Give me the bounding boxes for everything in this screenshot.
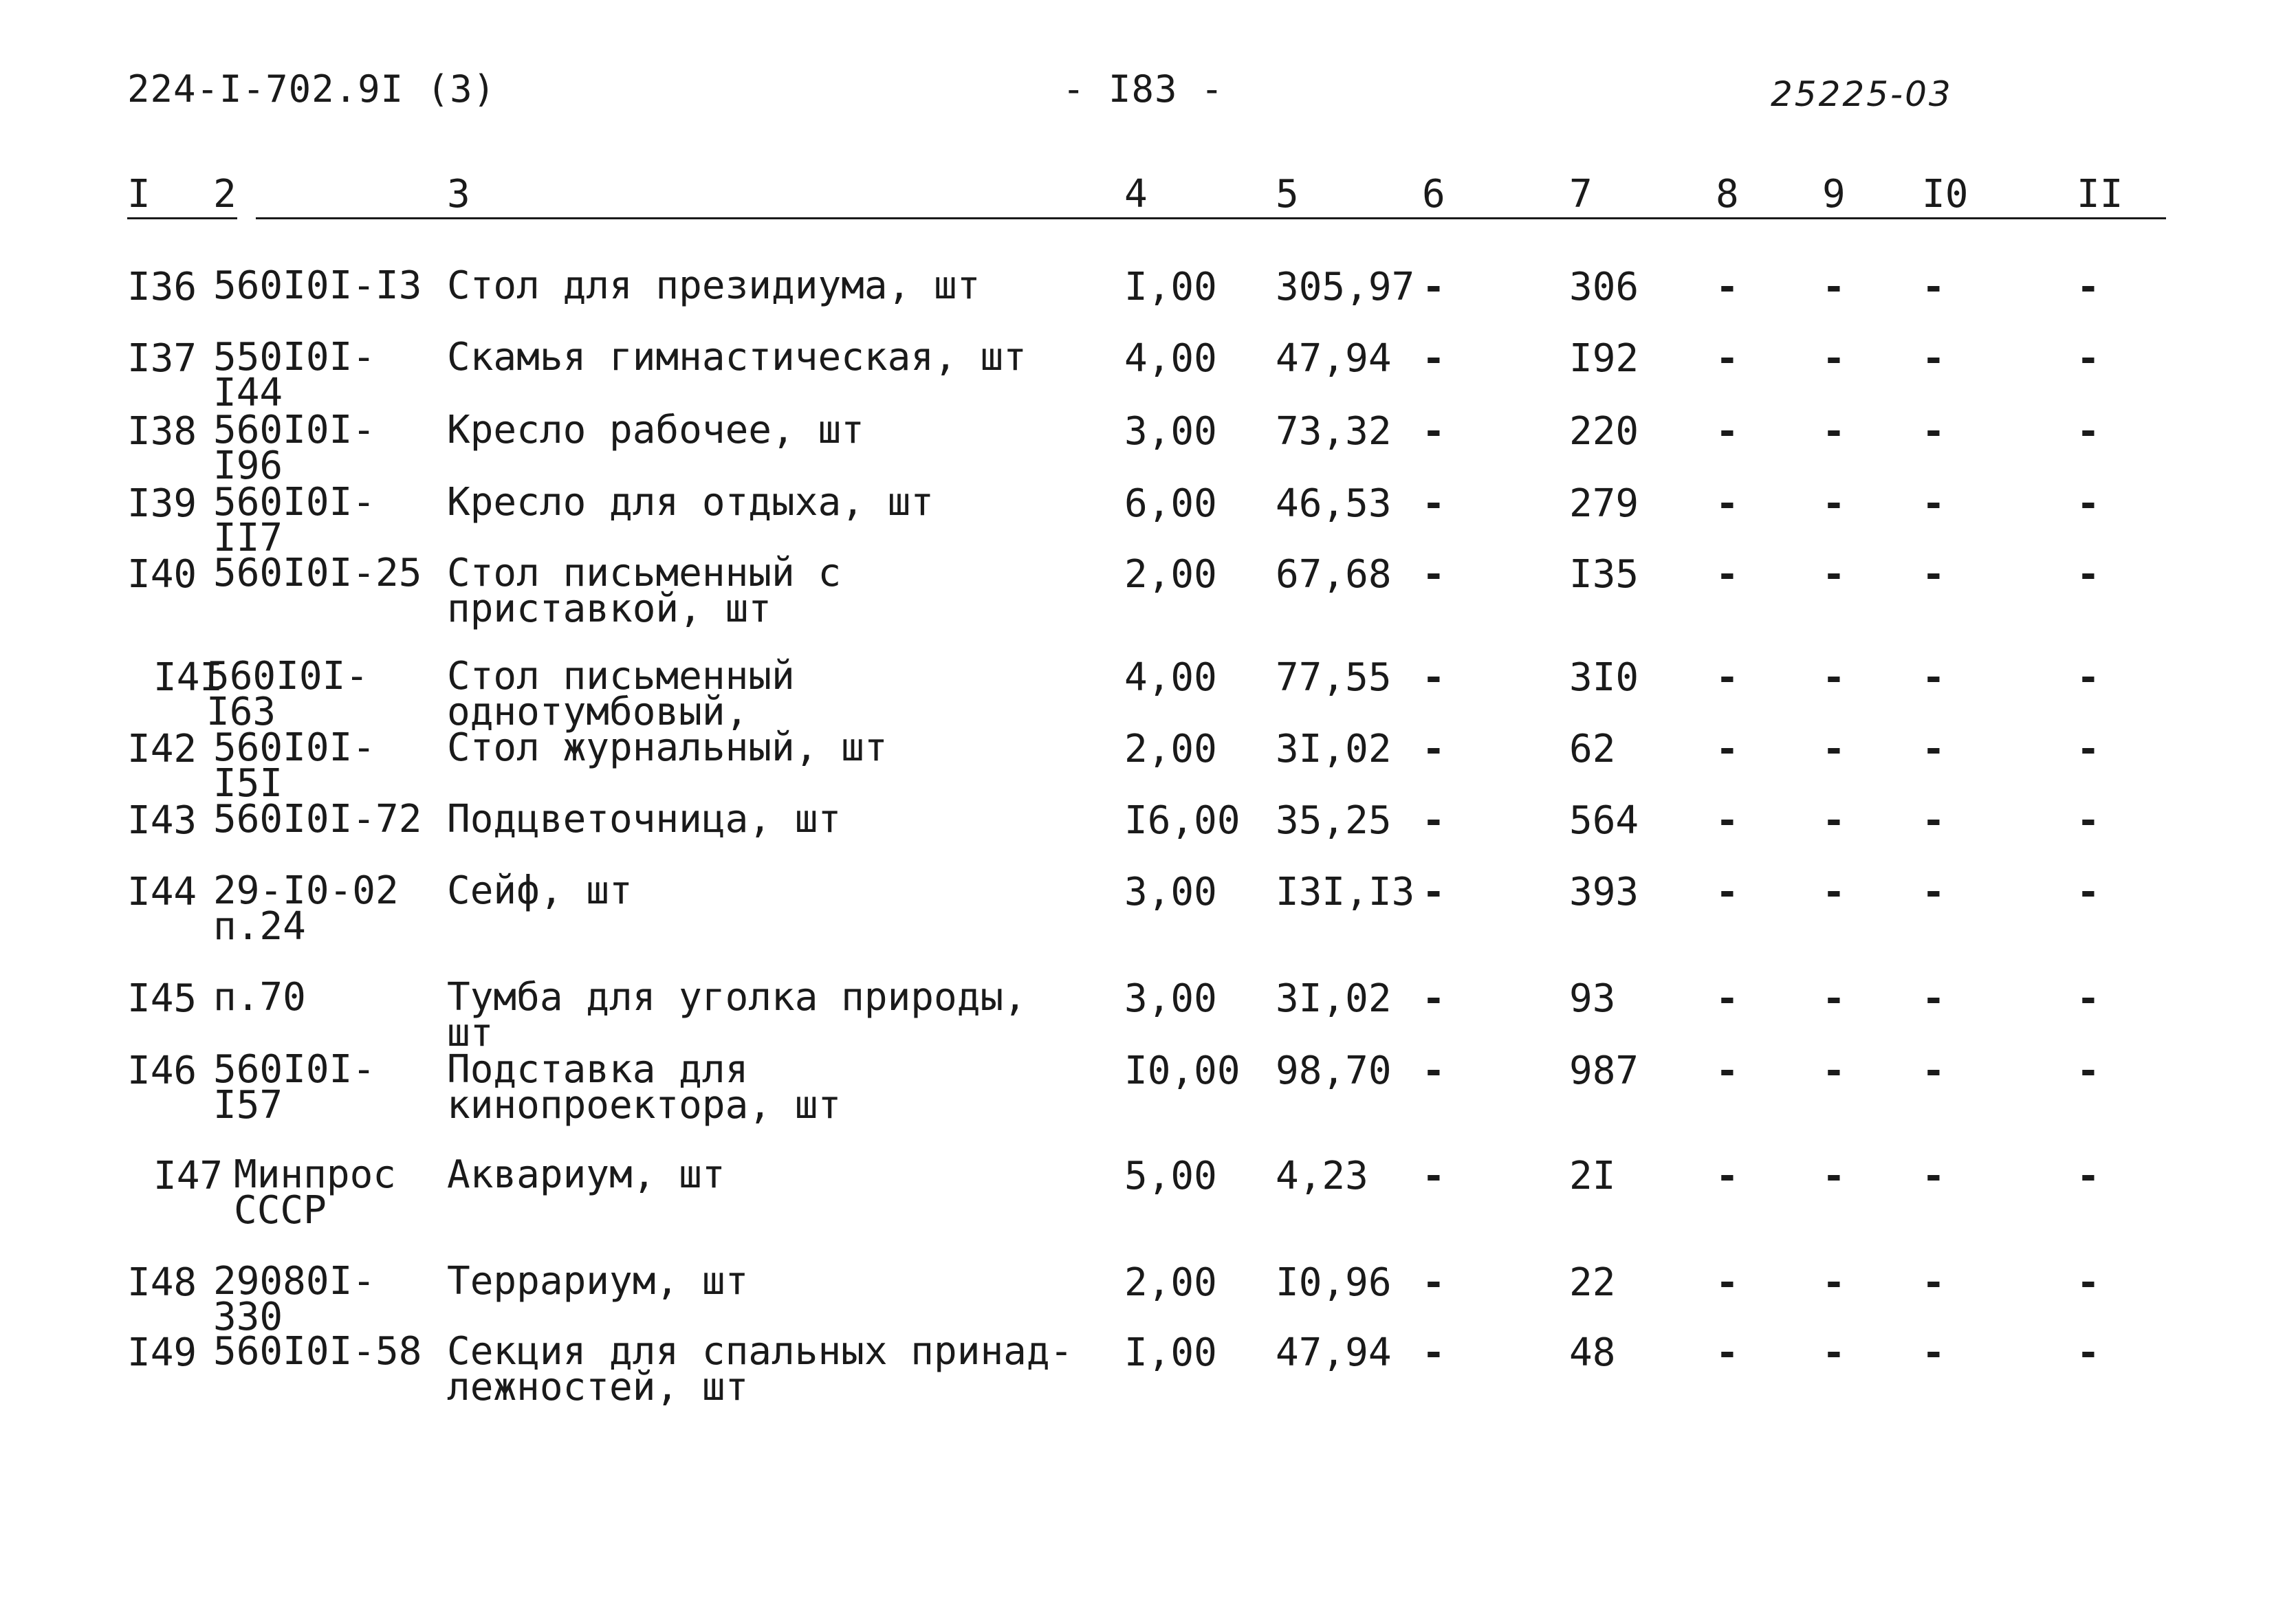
item-code: Минпрос СССР (234, 1152, 397, 1233)
item-price: 47,94 (1276, 336, 1392, 381)
item-total: 393 (1569, 870, 1639, 914)
item-total: 2I (1569, 1154, 1616, 1198)
row-number: I49 (127, 1330, 197, 1375)
item-total: 93 (1569, 976, 1616, 1021)
col9-value: - (1822, 727, 1846, 771)
col9-value: - (1822, 481, 1846, 526)
col8-value: - (1716, 409, 1739, 454)
item-total: 48 (1569, 1330, 1616, 1375)
item-code: 560I0I-I3 (213, 263, 422, 308)
col8-value: - (1716, 870, 1739, 914)
item-quantity: 2,00 (1124, 1260, 1217, 1305)
col8-value: - (1716, 481, 1739, 526)
col6-value: - (1422, 727, 1445, 771)
col10-value: - (1922, 336, 1945, 381)
col11-value: - (2077, 552, 2100, 597)
item-quantity: 3,00 (1124, 409, 1217, 454)
col11-value: - (2077, 655, 2100, 700)
item-name: Стол журнальный, шт (447, 725, 888, 770)
col9-value: - (1822, 976, 1846, 1021)
col10-value: - (1922, 481, 1945, 526)
item-code: 560I0I-25 (213, 551, 422, 595)
column-header-8: 8 (1716, 172, 1739, 217)
item-quantity: I,00 (1124, 1330, 1217, 1375)
item-quantity: 5,00 (1124, 1154, 1217, 1198)
col8-value: - (1716, 265, 1739, 309)
item-quantity: I,00 (1124, 265, 1217, 309)
col11-value: - (2077, 1049, 2100, 1093)
item-code: 29080I-330 (213, 1259, 376, 1339)
item-total: I35 (1569, 552, 1639, 597)
column-header-10: I0 (1922, 172, 1969, 217)
col6-value: - (1422, 481, 1445, 526)
col6-value: - (1422, 552, 1445, 597)
row-number: I39 (127, 481, 197, 526)
col10-value: - (1922, 727, 1945, 771)
item-name: Кресло рабочее, шт (447, 408, 864, 452)
col10-value: - (1922, 1154, 1945, 1198)
col10-value: - (1922, 1330, 1945, 1375)
row-number: I43 (127, 798, 197, 843)
col9-value: - (1822, 409, 1846, 454)
item-price: 98,70 (1276, 1049, 1392, 1093)
col6-value: - (1422, 870, 1445, 914)
item-code: 29-I0-02 п.24 (213, 868, 399, 949)
col9-value: - (1822, 1260, 1846, 1305)
col6-value: - (1422, 1260, 1445, 1305)
col8-value: - (1716, 1330, 1739, 1375)
col6-value: - (1422, 1154, 1445, 1198)
row-number: I38 (127, 409, 197, 454)
col10-value: - (1922, 409, 1945, 454)
col10-value: - (1922, 655, 1945, 700)
item-quantity: I6,00 (1124, 798, 1240, 843)
col10-value: - (1922, 870, 1945, 914)
item-price: 305,97 (1276, 265, 1415, 309)
col11-value: - (2077, 265, 2100, 309)
col10-value: - (1922, 976, 1945, 1021)
col6-value: - (1422, 798, 1445, 843)
col10-value: - (1922, 552, 1945, 597)
col6-value: - (1422, 1330, 1445, 1375)
item-name: Тумба для уголка природы, шт (447, 975, 1027, 1055)
item-name: Подставка для кинопроектора, шт (447, 1047, 842, 1128)
item-price: 4,23 (1276, 1154, 1368, 1198)
col11-value: - (2077, 1260, 2100, 1305)
item-name: Стол письменный с приставкой, шт (447, 551, 842, 631)
page-number: - I83 - (1062, 67, 1224, 111)
item-code: п.70 (213, 975, 306, 1020)
item-price: 35,25 (1276, 798, 1392, 843)
item-price: 3I,02 (1276, 976, 1392, 1021)
col10-value: - (1922, 1049, 1945, 1093)
column-header-4: 4 (1124, 172, 1148, 217)
item-price: I0,96 (1276, 1260, 1392, 1305)
column-header-7: 7 (1569, 172, 1593, 217)
row-number: I44 (127, 870, 197, 914)
item-name: Стол письменный однотумбовый, (447, 654, 795, 734)
item-price: 3I,02 (1276, 727, 1392, 771)
item-price: 46,53 (1276, 481, 1392, 526)
col11-value: - (2077, 336, 2100, 381)
item-code: 560I0I-72 (213, 797, 422, 842)
item-total: I92 (1569, 336, 1639, 381)
item-code: 560I0I-I57 (213, 1047, 376, 1128)
row-number: I45 (127, 976, 197, 1021)
col9-value: - (1822, 1154, 1846, 1198)
col9-value: - (1822, 336, 1846, 381)
item-quantity: 2,00 (1124, 727, 1217, 771)
item-code: 560I0I-I63 (206, 654, 369, 734)
col11-value: - (2077, 870, 2100, 914)
col6-value: - (1422, 265, 1445, 309)
col11-value: - (2077, 727, 2100, 771)
column-header-6: 6 (1422, 172, 1445, 217)
item-code: 560I0I-II7 (213, 480, 376, 560)
item-price: 67,68 (1276, 552, 1392, 597)
item-quantity: 4,00 (1124, 655, 1217, 700)
col6-value: - (1422, 655, 1445, 700)
col8-value: - (1716, 727, 1739, 771)
col11-value: - (2077, 409, 2100, 454)
col6-value: - (1422, 336, 1445, 381)
row-number: I4I (153, 655, 223, 700)
col8-value: - (1716, 798, 1739, 843)
item-price: 73,32 (1276, 409, 1392, 454)
col9-value: - (1822, 265, 1846, 309)
col9-value: - (1822, 870, 1846, 914)
item-name: Секция для спальных принад- лежностей, шт (447, 1329, 1073, 1409)
col8-value: - (1716, 976, 1739, 1021)
item-total: 3I0 (1569, 655, 1639, 700)
item-total: 987 (1569, 1049, 1639, 1093)
col8-value: - (1716, 1260, 1739, 1305)
col9-value: - (1822, 552, 1846, 597)
item-total: 220 (1569, 409, 1639, 454)
item-price: 47,94 (1276, 1330, 1392, 1375)
row-number: I36 (127, 265, 197, 309)
column-header-9: 9 (1822, 172, 1846, 217)
row-number: I40 (127, 552, 197, 597)
col11-value: - (2077, 1154, 2100, 1198)
item-quantity: 6,00 (1124, 481, 1217, 526)
item-name: Террариум, шт (447, 1259, 749, 1304)
item-total: 279 (1569, 481, 1639, 526)
col11-value: - (2077, 481, 2100, 526)
column-header-3: 3 (447, 172, 470, 217)
col8-value: - (1716, 336, 1739, 381)
item-code: 560I0I-58 (213, 1329, 422, 1374)
col11-value: - (2077, 1330, 2100, 1375)
item-code: 560I0I-I96 (213, 408, 376, 488)
item-name: Скамья гимнастическая, шт (447, 335, 1027, 380)
item-total: 306 (1569, 265, 1639, 309)
col9-value: - (1822, 1330, 1846, 1375)
column-header-11: II (2077, 172, 2123, 217)
col11-value: - (2077, 976, 2100, 1021)
document-code: 224-I-702.9I (3) (127, 67, 496, 111)
column-header-2: 2 (213, 172, 237, 217)
item-quantity: 3,00 (1124, 976, 1217, 1021)
col11-value: - (2077, 798, 2100, 843)
col8-value: - (1716, 1049, 1739, 1093)
col9-value: - (1822, 1049, 1846, 1093)
item-name: Стол для президиума, шт (447, 263, 981, 308)
col10-value: - (1922, 265, 1945, 309)
header-underline-left (127, 217, 237, 219)
col9-value: - (1822, 798, 1846, 843)
item-quantity: I0,00 (1124, 1049, 1240, 1093)
col10-value: - (1922, 798, 1945, 843)
item-quantity: 4,00 (1124, 336, 1217, 381)
item-price: 77,55 (1276, 655, 1392, 700)
row-number: I42 (127, 727, 197, 771)
item-total: 564 (1569, 798, 1639, 843)
row-number: I46 (127, 1049, 197, 1093)
item-name: Сейф, шт (447, 868, 633, 913)
item-name: Аквариум, шт (447, 1152, 725, 1197)
col10-value: - (1922, 1260, 1945, 1305)
col6-value: - (1422, 976, 1445, 1021)
item-total: 62 (1569, 727, 1616, 771)
col6-value: - (1422, 409, 1445, 454)
item-quantity: 3,00 (1124, 870, 1217, 914)
item-price: I3I,I3 (1276, 870, 1415, 914)
col8-value: - (1716, 655, 1739, 700)
col8-value: - (1716, 552, 1739, 597)
column-header-1: I (127, 172, 151, 217)
item-name: Кресло для отдыха, шт (447, 480, 934, 525)
item-code: 550I0I-I44 (213, 335, 376, 415)
item-name: Подцветочница, шт (447, 797, 842, 842)
item-quantity: 2,00 (1124, 552, 1217, 597)
item-total: 22 (1569, 1260, 1616, 1305)
row-number: I48 (127, 1260, 197, 1305)
row-number: I47 (153, 1154, 223, 1198)
col6-value: - (1422, 1049, 1445, 1093)
header-underline-main (256, 217, 2166, 219)
handwritten-stamp: 25225-03 (1771, 74, 1953, 114)
column-header-5: 5 (1276, 172, 1299, 217)
col8-value: - (1716, 1154, 1739, 1198)
row-number: I37 (127, 336, 197, 381)
col9-value: - (1822, 655, 1846, 700)
item-code: 560I0I-I5I (213, 725, 376, 806)
